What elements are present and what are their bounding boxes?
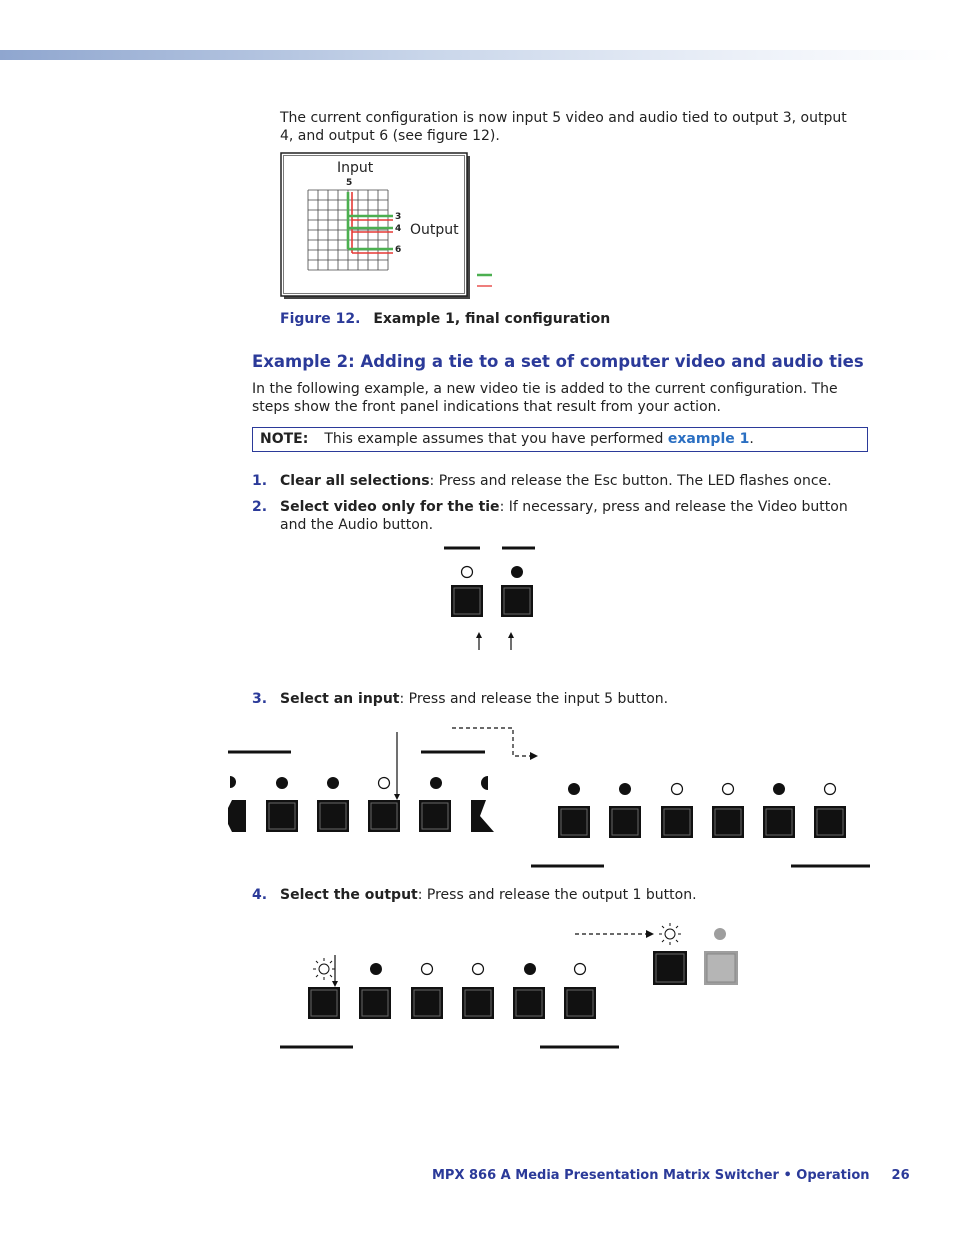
step-bold: Select the output — [280, 887, 418, 903]
figure-input-number: 5 — [346, 178, 353, 188]
figure-caption-number: Figure 12. — [280, 311, 361, 327]
section-intro: In the following example, a new video tie is added to the current configuration. The steps show the front panel indications that result from your action. — [252, 381, 838, 415]
step-number: 4. — [252, 887, 268, 903]
step-1 — [252, 472, 872, 490]
page-number: 26 — [891, 1168, 910, 1183]
step-text: : Press and release the input 5 button. — [399, 691, 669, 707]
step-number: 1. — [252, 473, 268, 489]
example-1-link[interactable]: example 1 — [667, 431, 750, 447]
note-box — [252, 427, 868, 452]
figure-output-number-6: 6 — [395, 245, 402, 255]
figure-output-label: Output — [410, 222, 459, 238]
step-bold: Select video only for the tie — [280, 499, 500, 515]
figure-output-number-3: 3 — [395, 212, 402, 222]
figure-input-label: Input — [337, 160, 374, 176]
step-bold: Select an input — [280, 691, 400, 707]
step-number: 2. — [252, 499, 268, 515]
step-2 — [252, 498, 872, 534]
step-3 — [252, 690, 872, 708]
page-footer — [432, 1168, 910, 1183]
step-bold: Clear all selections — [280, 473, 430, 489]
step-4 — [252, 886, 872, 904]
footer-title: MPX 866 A Media Presentation Matrix Switcher • Operation — [432, 1168, 870, 1183]
step-text: : If necessary, press and release the Video button and the Audio button. — [280, 499, 848, 533]
step-text: : Press and release the output 1 button. — [417, 887, 697, 903]
figure-output-number-4: 4 — [395, 224, 402, 234]
note-end: . — [749, 431, 754, 447]
figure-caption-text: Example 1, final configuration — [373, 311, 611, 327]
step-text: : Press and release the Esc button. The LED flashes once. — [429, 473, 832, 489]
intro-paragraph: The current configuration is now input 5 video and audio tied to output 3, output 4, and output 6 (see figure 12). — [280, 110, 847, 144]
note-text: This example assumes that you have performed — [324, 431, 668, 447]
step-number: 3. — [252, 691, 268, 707]
figure-caption — [280, 311, 610, 327]
section-heading: Example 2: Adding a tie to a set of computer video and audio ties — [252, 352, 864, 371]
note-label: NOTE: — [260, 431, 309, 447]
